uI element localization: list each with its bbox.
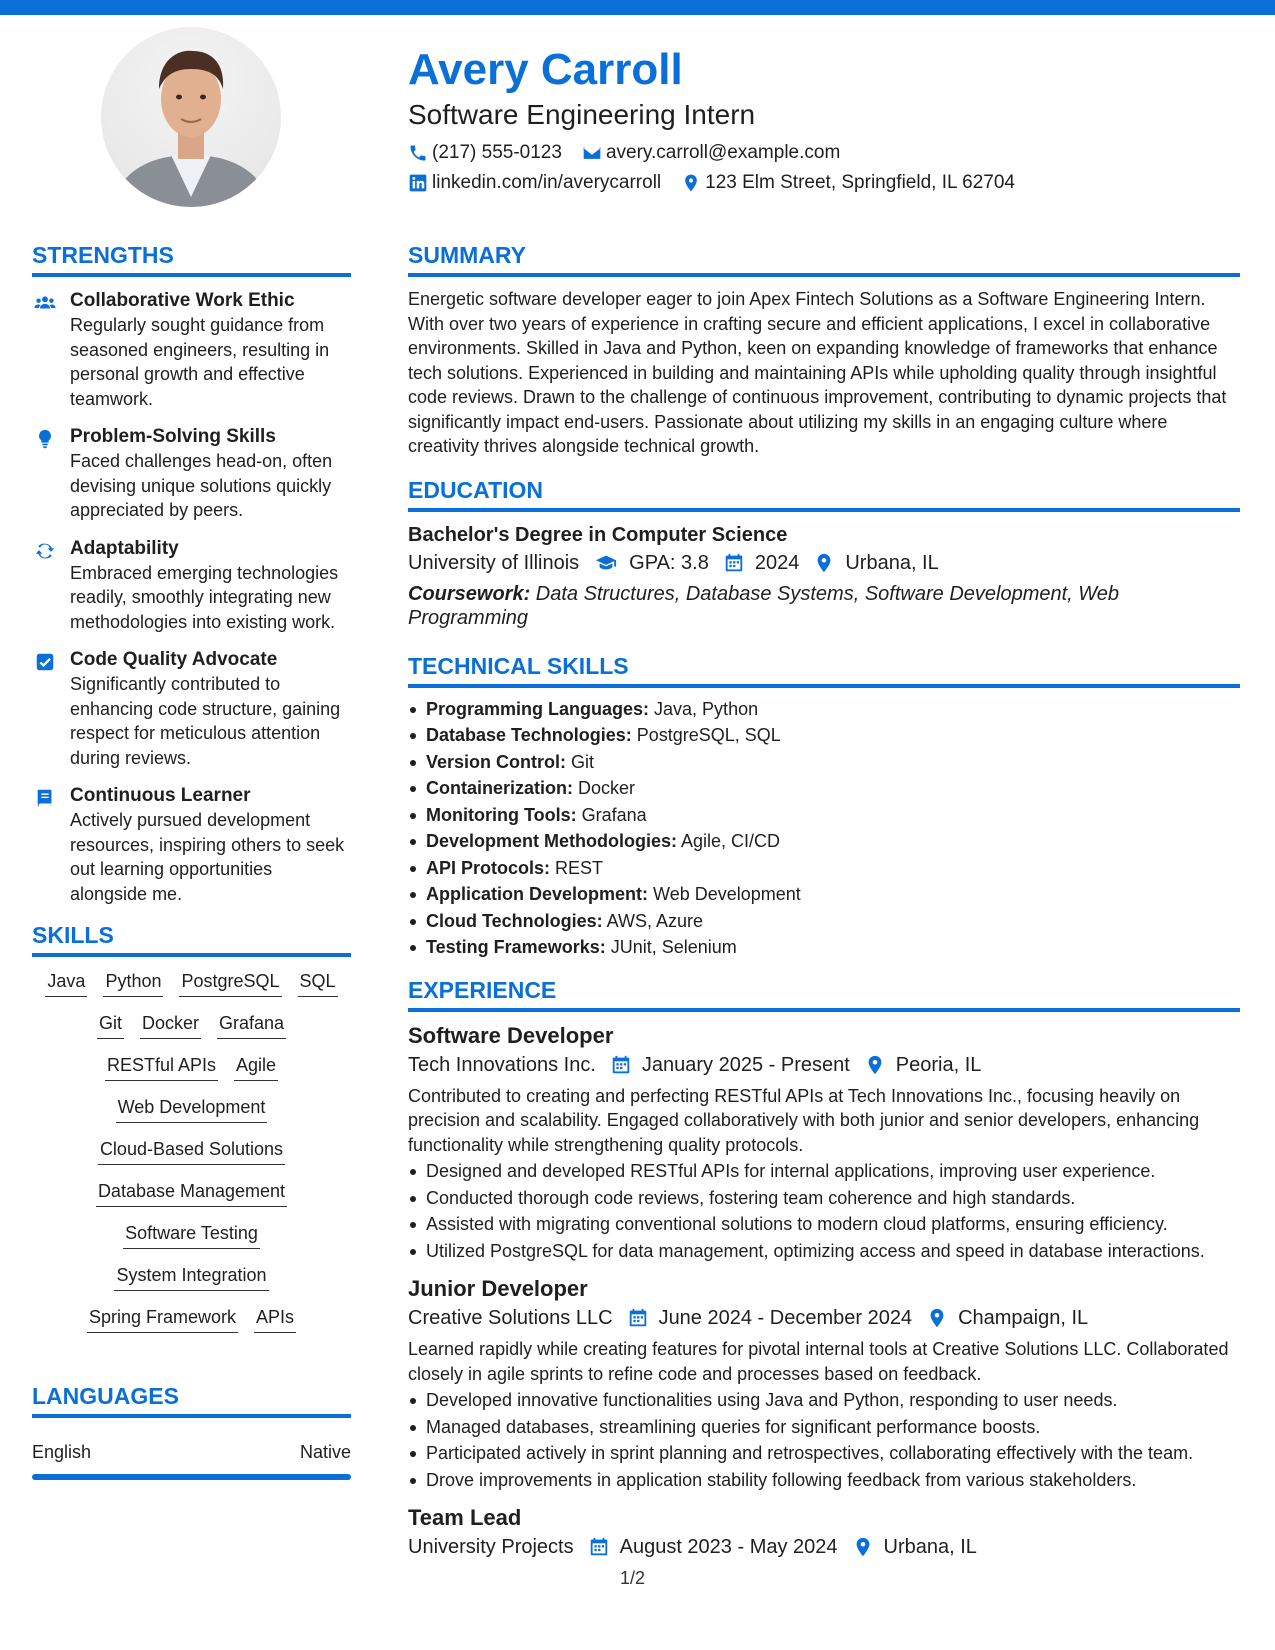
envelope-icon [582,143,602,163]
tech-skill-label: Testing Frameworks: [426,937,606,957]
language-level: Native [299,1442,351,1462]
map-pin-icon [813,552,835,574]
company-name: University Projects [408,1536,574,1558]
skill-row [88,1179,295,1207]
tech-skill-item [408,881,1240,908]
skill-tag: System Integration [114,1263,268,1291]
calendar-icon [610,1054,632,1076]
tech-skill-label: Cloud Technologies: [426,910,603,931]
tech-skill-value: REST [550,857,604,878]
education-location [813,548,938,578]
coursework-label: Coursework: [408,582,531,605]
skill-row [90,1137,293,1165]
skill-tag: Grafana [217,1011,286,1039]
location-text: Urbana, IL [845,551,939,574]
calendar-icon [627,1307,649,1329]
tech-skill-item [408,802,1240,829]
left-column [32,240,351,1480]
map-pin-icon [864,1054,886,1076]
skills-tags [32,967,351,1347]
education-gpa [593,548,709,578]
job-bullet: Utilized PostgreSQL for data management, optimizing access and speed in database interactions. [408,1239,1240,1264]
tech-skill-value: Docker [573,778,636,798]
address-text: 123 Elm Street, Springfield, IL 62704 [705,172,1015,193]
tech-skill-item [408,934,1240,961]
strength-item [32,537,351,635]
strength-desc: Regularly sought guidance from seasoned engineers, resulting in personal growth and effective teamwork. [70,315,330,409]
job-bullet: Developed innovative functionalities using Java and Python, responding to user needs. [408,1388,1240,1413]
profile-photo-illustration [101,27,281,207]
tech-skill-item [408,696,1240,723]
job-dates [588,1532,838,1562]
strengths-list [32,287,351,906]
location-text: Champaign, IL [958,1307,1089,1329]
education-degree: Bachelor's Degree in Computer Science [408,523,788,546]
strength-title: Collaborative Work Ethic [70,290,295,311]
strength-item [32,648,351,770]
location-text: Urbana, IL [883,1536,977,1558]
skill-tag: RESTful APIs [105,1053,218,1081]
email-text: avery.carroll@example.com [605,142,841,163]
strength-title: Code Quality Advocate [70,649,278,670]
strength-desc: Actively pursued development resources, inspiring others to seek out learning opportunities alongside me. [70,810,345,904]
job-meta [408,1303,1240,1333]
job-bullet: Assisted with migrating conventional solutions to modern cloud platforms, ensuring efficiency. [408,1212,1240,1237]
strength-title: Problem-Solving Skills [70,426,276,447]
skill-row [108,1095,276,1123]
job-title: Team Lead [408,1505,522,1530]
job-description: Learned rapidly while creating features for pivotal internal tools at Creative Solutions LLC. Collaborated closely in agile sprints to refine code and processes based on feedback. [408,1339,1229,1384]
tech-skill-label: Monitoring Tools: [426,804,577,825]
job-dates [627,1303,913,1333]
job-meta [408,1532,1240,1562]
email-contact[interactable] [582,140,840,166]
coursework-list: Data Structures, Database Systems, Software Development, Web Programming [408,582,1120,629]
skill-tag: PostgreSQL [179,969,281,997]
summary-text: Energetic software developer eager to join Apex Fintech Solutions as a Software Engineering Intern. With over two years of experience in crafting secure and efficient applications, I excel in collaborative environments. Skilled in Java and Python, keen on expanding knowledge of frameworks that enhance tech solutions. Experienced in building and maintaining APIs while upholding quality through insightful code reviews. Drawn to the challenge of continuous improvement, contributing to dynamic projects that significantly impact end-users. Passionate about utilizing my skills in an engaging culture where creativity thrives alongside technical growth. [408,289,1227,456]
strength-item [32,784,351,906]
technical-skills-heading: TECHNICAL SKILLS [408,651,1240,688]
skill-row [115,1221,268,1249]
candidate-name: Avery Carroll [408,45,683,94]
school-name: University of Illinois [408,551,580,574]
education-year [723,548,800,578]
language-name: English [32,1442,92,1462]
job-bullet: Designed and developed RESTful APIs for internal applications, improving user experience. [408,1159,1240,1184]
tech-skill-value: Git [566,751,595,772]
company-name: Creative Solutions LLC [408,1307,613,1329]
skill-row [89,1011,294,1039]
resume-header [408,42,1248,196]
address-contact [681,170,1015,196]
dates-text: August 2023 - May 2024 [619,1536,838,1558]
skill-row [106,1263,276,1291]
skill-tag: Agile [234,1053,278,1081]
strength-desc: Significantly contributed to enhancing code structure, gaining respect for meticulous attention during reviews. [70,674,341,768]
skill-tag: Git [97,1011,124,1039]
skill-tag: Spring Framework [87,1305,238,1333]
coursework [408,582,1240,631]
tech-skill-label: Development Methodologies: [426,831,678,851]
job-company [408,1050,596,1080]
tech-skill-value: Agile, CI/CD [677,831,781,851]
experience-heading: EXPERIENCE [408,975,1240,1012]
job-location [926,1303,1088,1333]
job-title: Software Developer [408,1022,614,1048]
calendar-icon [588,1536,610,1558]
skill-tag: Java [45,969,87,997]
language-item [32,1428,351,1480]
sync-icon [34,540,56,562]
tech-skill-item [408,828,1240,855]
year-text: 2024 [754,551,800,574]
job-location [864,1050,982,1080]
tech-skill-value: Web Development [648,884,801,904]
phone-contact[interactable] [408,140,562,166]
tech-skill-item [408,749,1240,776]
location-text: Peoria, IL [895,1053,982,1076]
contact-row-1 [408,140,1248,166]
skill-tag: Python [103,969,163,997]
skill-tag: SQL [298,969,338,997]
profile-photo [101,27,281,207]
tech-skill-item [408,908,1240,935]
map-pin-icon [681,173,701,193]
strength-title: Continuous Learner [70,785,251,806]
skill-tag: APIs [254,1305,296,1333]
tech-skill-label: API Protocols: [426,857,551,878]
tech-skill-item [408,722,1240,749]
job-entry [408,1275,1240,1492]
skill-row [37,969,345,997]
tech-skill-value: Grafana [576,804,647,825]
tech-skill-item [408,775,1240,802]
dates-text: January 2025 - Present [641,1053,850,1076]
map-pin-icon [926,1307,948,1329]
calendar-icon [723,552,745,574]
education-school [408,548,579,578]
tech-skill-label: Programming Languages: [426,698,650,719]
tech-skill-value: PostgreSQL, SQL [631,725,781,745]
job-entry [408,1022,1240,1264]
technical-skills-list [408,696,1240,961]
book-icon [34,787,56,809]
job-company [408,1303,613,1333]
job-meta [408,1050,1240,1080]
phone-icon [408,143,428,163]
tech-skill-value: AWS, Azure [602,910,704,931]
strengths-heading: STRENGTHS [32,240,351,277]
contact-row-2 [408,170,1248,196]
dates-text: June 2024 - December 2024 [658,1307,913,1329]
skill-row [97,1053,286,1081]
tech-skill-label: Database Technologies: [426,725,632,745]
skill-tag: Docker [140,1011,201,1039]
top-accent-bar [0,0,1275,15]
education-heading: EDUCATION [408,475,1240,512]
job-bullet: Participated actively in sprint planning and retrospectives, collaborating effectively with the team. [408,1441,1240,1466]
job-bullet: Drove improvements in application stability following feedback from various stakeholders. [408,1468,1240,1493]
job-company [408,1532,574,1562]
job-description: Contributed to creating and perfecting RESTful APIs at Tech Innovations Inc., focusing heavily on precision and scalability. Engaged collaboratively with both junior and senior developers, enhancing functionality while strengthening quality protocols. [408,1085,1200,1155]
tech-skill-label: Containerization: [426,778,573,798]
job-entry [408,1504,1240,1562]
right-column [408,240,1240,1562]
users-icon [34,292,56,314]
tech-skill-value: Java, Python [649,698,759,719]
lightbulb-icon [34,428,56,450]
skill-tag: Software Testing [123,1221,260,1249]
candidate-role: Software Engineering Intern [408,99,756,130]
linkedin-text: linkedin.com/in/averycarroll [432,172,662,193]
job-location [852,1532,977,1562]
job-bullet: Managed databases, streamlining queries for significant performance boosts. [408,1415,1240,1440]
gpa-text: GPA: 3.8 [629,551,709,574]
tech-skill-value: JUnit, Selenium [605,937,737,957]
languages-heading: LANGUAGES [32,1381,351,1418]
skill-tag: Cloud-Based Solutions [98,1137,285,1165]
summary-heading: SUMMARY [408,240,1240,277]
strength-item [32,425,351,523]
linkedin-contact[interactable] [408,170,661,196]
page-number: 1/2 [620,1568,646,1588]
strength-desc: Embraced emerging technologies readily, smoothly integrating new methodologies into existing work. [70,562,339,632]
linkedin-icon [408,173,428,193]
strength-title: Adaptability [70,537,179,559]
skill-row [79,1305,304,1333]
phone-text: (217) 555-0123 [432,142,562,163]
company-name: Tech Innovations Inc. [408,1053,596,1076]
job-bullet: Conducted thorough code reviews, fostering team coherence and high standards. [408,1186,1240,1211]
skill-tag: Database Management [96,1179,287,1207]
job-title: Junior Developer [408,1276,588,1301]
education-meta [408,548,1240,578]
strength-desc: Faced challenges head-on, often devising unique solutions quickly appreciated by peers. [70,451,333,520]
map-pin-icon [852,1536,874,1558]
job-bullets [408,1388,1240,1492]
language-level-bar [32,1474,351,1480]
tech-skill-item [408,855,1240,882]
job-dates [610,1050,850,1080]
job-bullets [408,1159,1240,1263]
skill-tag: Web Development [116,1095,268,1123]
tech-skill-label: Application Development: [426,884,649,904]
graduation-cap-icon [593,552,619,574]
checkbox-icon [34,651,56,673]
tech-skill-label: Version Control: [426,751,567,772]
skills-heading: SKILLS [32,920,351,957]
strength-item [32,289,351,411]
